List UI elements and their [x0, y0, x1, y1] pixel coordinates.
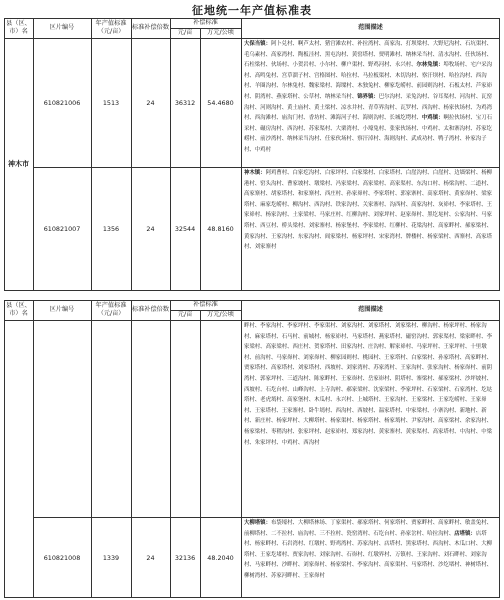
- row-multiple: 24: [146, 553, 155, 562]
- row-annual-value: 1339: [102, 553, 120, 562]
- row-annual-value: 1513: [102, 98, 120, 107]
- row-multiple: 24: [146, 225, 155, 233]
- header-yuan-mu: 元/亩: [177, 29, 193, 37]
- header-multiple: 标准补偿倍数: [131, 306, 170, 314]
- header-compensation: 补偿标准: [193, 301, 218, 309]
- header-wan-ha: 万元/公顷: [207, 29, 234, 37]
- standards-table-part-1: [4, 18, 500, 291]
- row-scope-description: 神木镇：阿鸡曹村、白家疙沟村、白家坪村、白家梁村、白家塔村、白崖沟村、白崖村、边墙梁村、杨柳港村、窑头沟村、曹家坡村、墩梁村、冯家梁村、高家梁村、高家渠村、东沟口村、杨梁沟村、二道村、高家寨村、胡家塔村、和家寨村、西庄村、孙家峁村、李家塔村、郭家寨村、高家塔村、黄家峁村、梁家塔村、麻家圪崂村、柳沟村、西沟村、铁家沟村、关家寨村、沟西村、高家沟村、灰峁村、李家塔村、王家峁村、杨家沟村、土家梁村、马家庄村、红柳沟村、刘家坪村、赵家峁村、黑圪垯村、公家沟村、马家塔村、西豆村、桥头梁村、刘家寨村、杨家堡村、李家梁村、红柳村、花梁沟村、高家畔村、郝家梁村、黄家沟村、王家沟村、东家沟村、阎家梁村、杨家坪村、宋家湾村、牌楼村、杨家梁村、西寨村、高家塔村、刘家寨村: [244, 170, 492, 251]
- header-scope: 范围描述: [358, 306, 383, 314]
- header-wan-ha: 万元/公顷: [207, 311, 234, 319]
- header-county: 县（区、市）名: [6, 302, 31, 317]
- header-compensation: 补偿标准: [193, 19, 218, 27]
- header-county: 县（区、市）名: [6, 20, 31, 35]
- row-area-code: 610821007: [43, 225, 81, 233]
- row-annual-value: 1356: [102, 225, 120, 233]
- row-multiple: 24: [146, 98, 155, 107]
- row-yuan-mu: 36312: [174, 98, 196, 107]
- standards-table-part-2: [4, 300, 500, 598]
- row-scope-description: 大保当镇：阿卜兑村、啊芦太村、猪宫滩农村、补拉湾村、高家沟、打坝梁村、大野尼沟村、石坑渠村、毛乌素村、高家湾村、陶板洼村、黑屯沟村、黄窑塔村、贾明滩村、纳林采当村、清水沟村、任伙场村、石柱梁村、伙场村、小贺岩村、小尔村、柳户渠村、野鸡河村、永兴村、尔林兔镇：埠牧场村、宅户采沟村、高鸣兔村、宫草溜子村、宫格图村、哈拉村、马拉板渠村、木切沟村、察汗坝村、哈拉沟村、西沟村、羊圈沟村、尔林兔村、魏家梁村、海墚村、木独兔村、柳家圪崂村、前园则沟村、石板太村、芦家峁村、阴湾村、燕家塔村、公草村、纳林采当村、锦界镇：巴尔沟村、采兔沟村、谷耳渠村、河沟村、瓦窑沟村、河则沟村、黄土庙村、黄土梁村、凉水井村、青草界沟村、瓦罗村、西沟村、杨家伙场村、为鸡湾村、西沟滩村、庙沟门村、香坊村、滩海河子村、海则沟村、长城圪塄村、中鸡镇：啊拉伙场村、宝刀石采村、碾房沟村、西沟村、苏家渠村、大栗湾村、小壕兔村、张家伙场村、中鸡村、太和寨沟村、苏家圪崂村、前沙湾村、纳林采当沟村、任家伙场村、察汗淖村、海则沟村、武成功村、鸭子湾村、补家沟子村、中鸡村: [244, 41, 493, 153]
- row-yuan-mu: 32544: [174, 225, 196, 233]
- header-area-code: 区片编号: [49, 306, 75, 314]
- row-wan-ha: 54.4680: [207, 98, 234, 107]
- row-area-code: 610821006: [43, 98, 81, 107]
- row-area-code: 610821008: [43, 553, 81, 562]
- table-title: 征地统一年产值标准表: [192, 4, 312, 17]
- header-yuan-mu: 元/亩: [177, 311, 193, 319]
- header-area-code: 区片编号: [49, 24, 75, 32]
- row-wan-ha: 48.8160: [207, 225, 234, 233]
- header-annual-value: 年产值标准（元/亩）: [95, 20, 127, 35]
- row-yuan-mu: 32136: [174, 553, 196, 562]
- row-scope-description: 大柳塔镇：布袋壕村、大柳塔林场、丁家渠村、郝家塔村、何家塔村、贾家畔村、高家畔村、敏盖兔村、前柳塔村、二不拉村、庙沟村、三不拉村、瓷窑湾村、石圪台村、孙家岔村、哈拉沟村、店塔镇：店塔村、杨家畔村、石岩湾村、红墩村、野鸡湾村、苏家沟村、店塔村、黑家塔村、西沟村、木瓜口村、大柳塔村、王家圪堵村、贾家沟村、刘家沟村、石峁村、红墩界村、万镇村、王家沟村、刘石畔村、刘家沟村、马家畔村、沙畔村、刘家峁村、杨家梁村、李家沟村、高家渠村、马家塔村、沙圪堵村、神树塔村、柳树湾村、苏家河畔村、王家峁村: [244, 520, 492, 579]
- row-scope-description: 畔村、李家沟村、李家坪村、李家渠村、刘家沟村、刘家塔村、刘家梁村、柳沟村、杨家坪村、杨家沟村、麻家塔村、石马村、前城村、杨家峁村、马家塔村、燕家塔村、磁窑沟村、郭家渠村、梁家畔村、李家梁村、高家梁村、西庄村、贺家塔村、田家沟村、庄沟村、解家峁村、马家坪村、王家坪村、十里墩村、前沟村、马家峁村、刘家峁村、柳家园则村、桃园村、王家塔村、白家梁村、孙家塔村、高家畔村、贾家塔村、高家塔村、刘家塔村、西坡村、刘家湾村、苏家湾村、王家沟村、张家沟村、杨家峁村、前阴湾村、郭家坪村、三道沟村、陈家畔村、王家峁村、岳家峁村、阴塔村、寨梁村、郝家梁村、沙坪坡村、西坡村、石圪台村、山峰沟村、上寺沟村、郝家梁村、沈家梁村、李家坪村、石家梁村、石家湾村、圪垯塔村、老虎墕村、高家堡村、木瓜村、永兴村、上城塔村、王家沟村、王家梁村、王家圪崂村、王家峁村、王家塔村、王家寨村、卧牛墕村、西沟村、西坡村、温家塔村、中家梁村、小寨沟村、新地村、新村、新庄村、杨家坪村、大柳塔村、杨家渠村、杨家塔村、杨家墕村、尹家沟村、高家梁村、余家沟村、杨家梁村、枣稍沟村、张家坪村、赵家峁村、郑家沟村、黄家寨村、黄家渠村、高家塔村、中沟村、中梁村、朱家坪村、中鸡村、西沟村: [244, 323, 492, 446]
- header-annual-value: 年产值标准（元/亩）: [95, 302, 127, 317]
- row-wan-ha: 48.2040: [207, 553, 234, 562]
- header-scope: 范围描述: [358, 24, 383, 32]
- county-name: 神木市: [8, 160, 29, 169]
- header-multiple: 标准补偿倍数: [131, 24, 170, 32]
